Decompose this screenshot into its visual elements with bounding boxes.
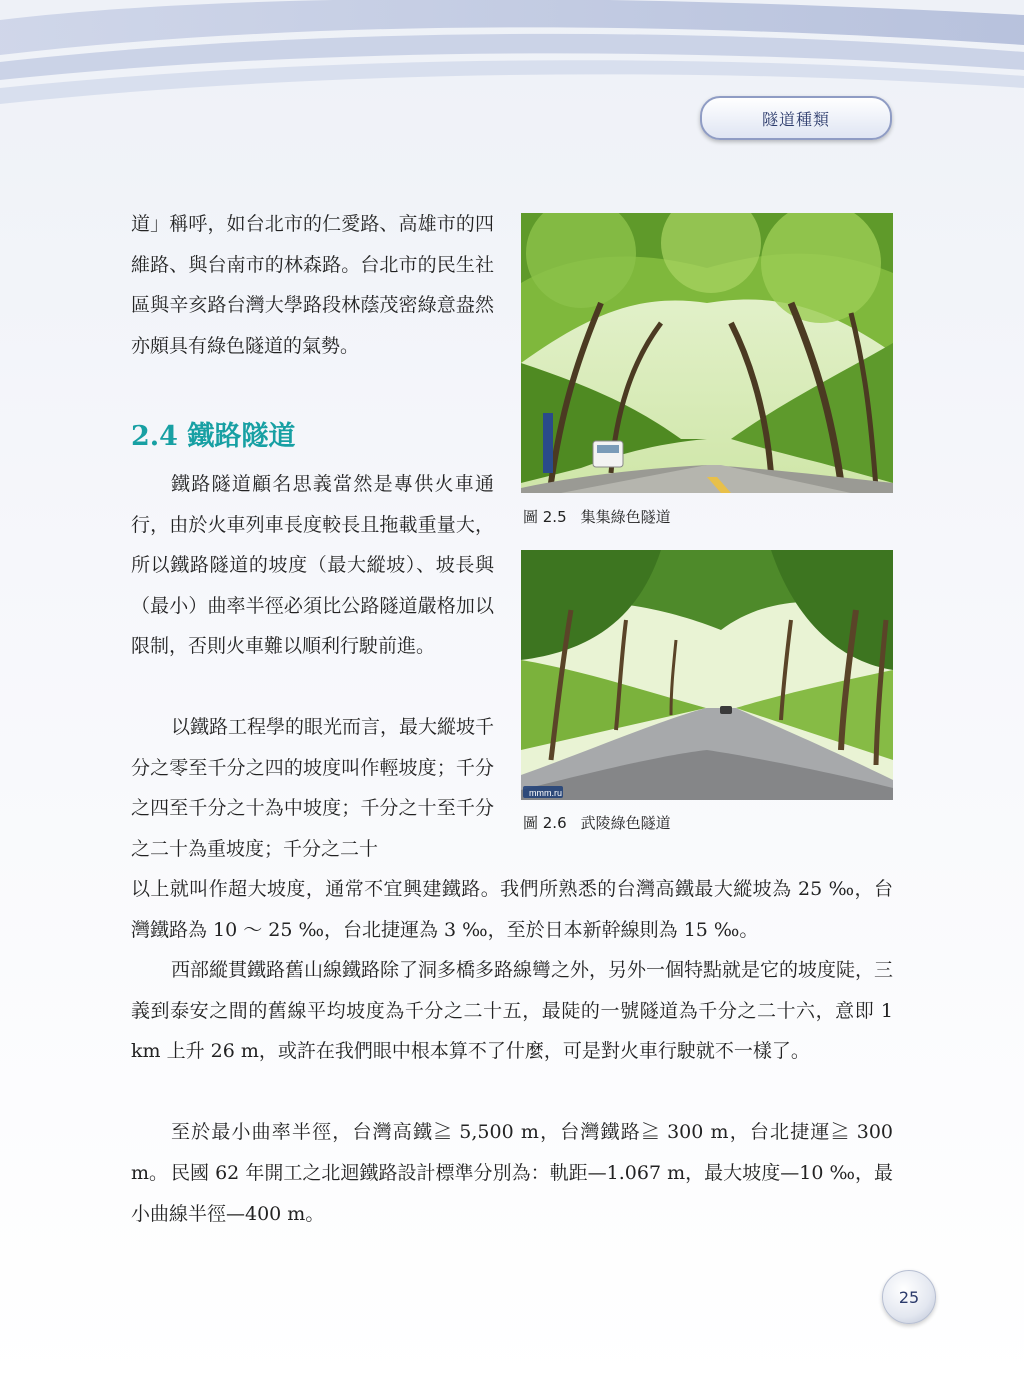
section-paragraph-2-left: 以鐵路工程學的眼光而言，最大縱坡千分之零至千分之四的坡度叫作輕坡度；千分之四至千分之十為中坡度；千分之十至千分之二十為重坡度；千分之二十 [131,716,495,860]
figure-2-6-watermark: mmm.ru [529,788,562,798]
section-paragraph-3: 西部縱貫鐵路舊山線鐵路除了洞多橋多路線彎之外，另外一個特點就是它的坡度陡，三義到泰安之間的舊線平均坡度為千分之二十五，最陡的一號隧道為千分之二十六，意即 1 km 上升 26 m，或許在我們眼中根本算不了什麼，可是對火車行駛就不一樣了。 [131,959,894,1062]
figure-2-5-photo [521,213,893,493]
section-paragraph-4: 至於最小曲率半徑，台灣高鐵≧ 5,500 m，台灣鐵路≧ 300 m，台北捷運≧ 300 m。 [131,1121,893,1184]
figure-2-6-photo [521,550,893,800]
page-number: 25 [882,1270,936,1324]
section-title: 2.4 鐵路隧道 [131,421,296,452]
figure-2-5-title: 集集綠色隧道 [580,508,671,526]
figure-2-6-title: 武陵綠色隧道 [580,814,671,832]
figure-2-6-number: 圖 2.6 [523,814,567,832]
intro-paragraph: 道」稱呼，如台北市的仁愛路、高雄市的四維路、與台南市的林森路。台北市的民生社區與辛亥路台灣大學路段林蔭茂密綠意盎然亦頗具有綠色隧道的氣勢。 [131,213,494,357]
section-paragraph-1: 鐵路隧道顧名思義當然是專供火車通行，由於火車列車長度較長且拖載重量大，所以鐵路隧道的坡度（最大縱坡）、坡長與（最小）曲率半徑必須比公路隧道嚴格加以限制，否則火車難以順利行駛前進。 [131,473,494,657]
figure-2-5-caption [523,506,671,527]
figure-2-5-number: 圖 2.5 [523,508,567,526]
chapter-tab: 隧道種類 [700,96,892,140]
figure-2-6-caption [523,812,671,833]
section-paragraph-2-continued: 以上就叫作超大坡度，通常不宜興建鐵路。我們所熟悉的台灣高鐵最大縱坡為 25 ‰，台灣鐵路為 10 ～ 25 ‰，台北捷運為 3 ‰，至於日本新幹線則為 15 ‰。 [131,878,893,941]
section-paragraph-5: 民國 62 年開工之北迴鐵路設計標準分別為：軌距—1.067 m，最大坡度—10 ‰，最小曲線半徑—400 m。 [131,1162,893,1225]
